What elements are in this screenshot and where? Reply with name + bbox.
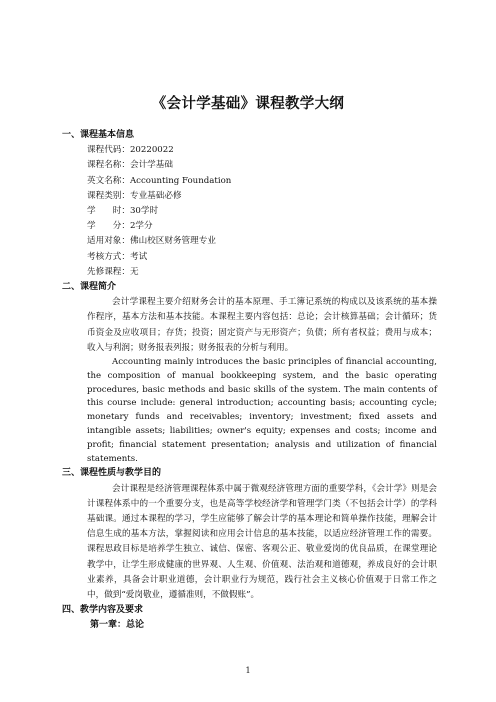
nature-paragraph: 会计课程是经济管理课程体系中属于微观经济管理方面的重要学科，《会计学》则是会计课程体系中的一个重要分支，也是高等学校经济学和管理学门类（不包括会计学）的学科基础课。通过本课程的学习，学生应能够了解会计学的基本理论和简单操作技能，理解会计信息生成的基本方法，掌握阅读和应用会计信息的基本技能，以适应经济管理工作的需要。课程思政目标是培养学生独立、诚信、保密、客观公正、敬业爱岗的优良品质，在课堂理论教学中，让学生形成健康的世界观、人生观、价值观、法治观和道德观，养成良好的会计职业素养，具备会计职业道德，会计职业行为规范，践行社会主义核心价值观于日常工作之中，做到“爱岗敬业，遵循准则，不做假账”。	[87, 483, 437, 601]
course-assessment: 考核方式：考试	[87, 251, 148, 262]
chapter-heading: 第一章：总论	[90, 620, 145, 631]
course-code: 课程代码：20220022	[87, 145, 174, 156]
document-title: 《会计学基础》课程教学大纲	[151, 96, 345, 112]
course-credits: 学 分：2学分	[87, 221, 153, 232]
course-name: 课程名称：会计学基础	[87, 160, 173, 171]
section-heading-basic-info: 一、课程基本信息	[62, 130, 135, 140]
section-heading-content: 四、教学内容及要求	[62, 605, 144, 616]
course-prerequisite: 先修课程：无	[87, 266, 139, 277]
course-english-name: 英文名称：Accounting Foundation	[87, 175, 232, 186]
document-body	[62, 128, 437, 634]
section-heading-nature: 三、课程性质与教学目的	[62, 468, 162, 479]
course-hours: 学 时：30学时	[87, 206, 159, 217]
intro-paragraph-en: Accounting mainly introduces the basic principles of financial accounting, the composition of manual bookkeeping system, and the basic operating procedures, basic methods and basic skills of the system. The main contents of this course include: general introduction; accounting basis; accounting cycle; monetary funds and receivables; inventory; investment; fixed assets and intangible assets; liabilities; owner's equity; expenses and costs; income and profit; financial statement presentation; analysis and utilization of financial statements.	[87, 357, 437, 464]
course-audience: 适用对象：佛山校区财务管理专业	[87, 236, 216, 247]
page-number: 1	[245, 666, 251, 675]
course-category: 课程类别：专业基础必修	[87, 190, 182, 201]
course-info-list	[87, 143, 437, 280]
section-heading-intro: 二、课程简介	[62, 282, 117, 293]
intro-paragraph-cn: 会计学课程主要介绍财务会计的基本原理、手工簿记系统的构成以及该系统的基本操作程序，基本方法和基本技能。本课程主要内容包括：总论；会计核算基础；会计循环；货币资金及应收项目；存货；投资；固定资产与无形资产；负债；所有者权益；费用与成本；收入与利润；财务报表列报；财务报表的分析与利用。	[87, 297, 437, 353]
